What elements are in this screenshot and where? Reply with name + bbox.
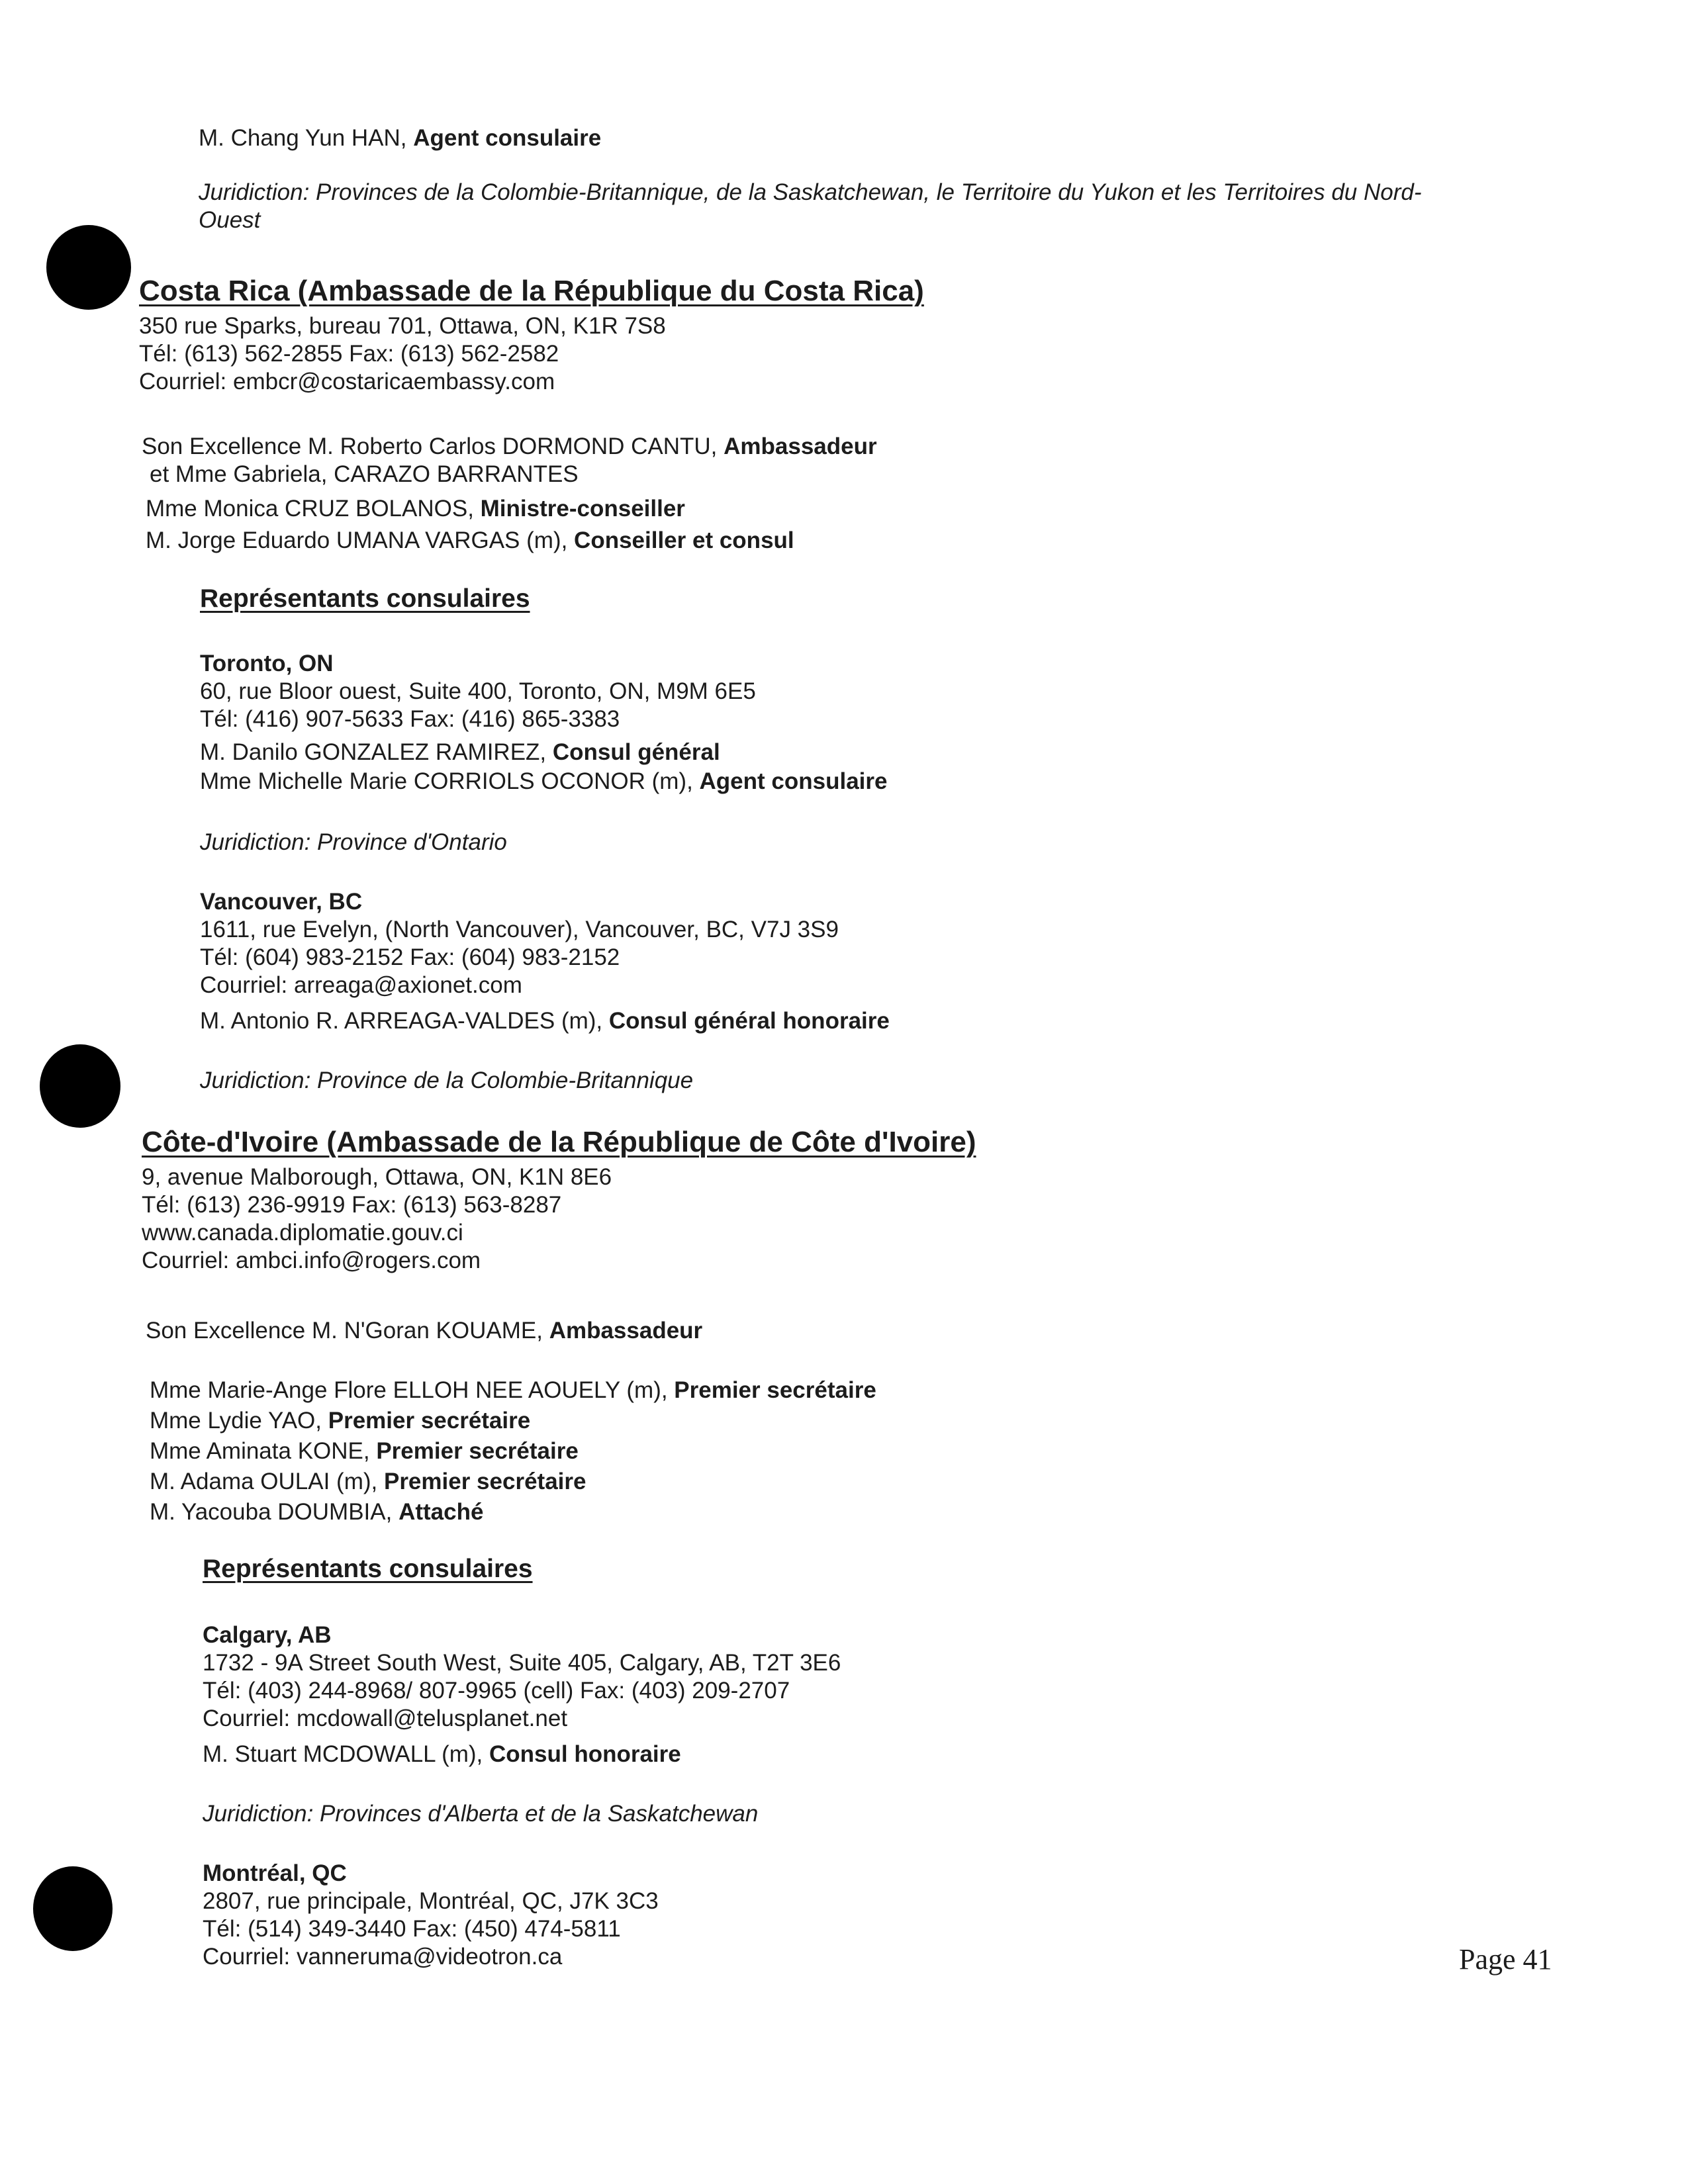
calgary-phone: Tél: (403) 244-8968/ 807-9965 (cell) Fax: (403) 209-2707 — [203, 1678, 790, 1704]
consular-heading: Représentants consulaires — [200, 584, 530, 613]
person-name: M. Antonio R. ARREAGA-VALDES (m), — [200, 1008, 609, 1034]
person-title: Agent consulaire — [413, 125, 602, 151]
costa-rica-phone: Tél: (613) 562-2855 Fax: (613) 562-2582 — [139, 341, 559, 367]
person-name: M. Yacouba DOUMBIA, — [150, 1499, 399, 1525]
person-title: Attaché — [399, 1499, 484, 1525]
staff-entry — [150, 1468, 586, 1496]
person-title: Premier secrétaire — [383, 1469, 586, 1494]
staff-entry — [150, 1437, 579, 1465]
person-title: Premier secrétaire — [376, 1438, 579, 1464]
costa-rica-address: 350 rue Sparks, bureau 701, Ottawa, ON, K1R 7S8 — [139, 313, 666, 339]
person-name: M. Adama OULAI (m), — [150, 1469, 384, 1494]
consular-heading: Représentants consulaires — [203, 1555, 533, 1583]
staff-entry — [150, 1407, 530, 1435]
person-name: et Mme Gabriela, CARAZO BARRANTES — [150, 461, 579, 487]
toronto-phone: Tél: (416) 907-5633 Fax: (416) 865-3383 — [200, 706, 620, 732]
han-entry — [199, 124, 601, 152]
person-title: Ambassadeur — [549, 1318, 703, 1343]
city-heading-vancouver: Vancouver, BC — [200, 889, 363, 915]
calgary-email: Courriel: mcdowall@telusplanet.net — [203, 1706, 568, 1731]
vancouver-address: 1611, rue Evelyn, (North Vancouver), Vancouver, BC, V7J 3S9 — [200, 917, 839, 942]
person-name: Mme Monica CRUZ BOLANOS, — [146, 496, 481, 522]
person-name: M. Chang Yun HAN, — [199, 125, 414, 151]
person-name: Son Excellence M. Roberto Carlos DORMOND CANTU, — [142, 433, 724, 459]
montreal-address: 2807, rue principale, Montréal, QC, J7K 3C3 — [203, 1888, 659, 1914]
staff-entry — [203, 1741, 681, 1768]
vancouver-email: Courriel: arreaga@axionet.com — [200, 972, 522, 998]
toronto-jurisdiction: Juridiction: Province d'Ontario — [200, 829, 507, 855]
staff-entry — [142, 433, 877, 461]
person-name: Mme Marie-Ange Flore ELLOH NEE AOUELY (m), — [150, 1377, 675, 1403]
cote-divoire-phone: Tél: (613) 236-9919 Fax: (613) 563-8287 — [142, 1192, 562, 1218]
person-title: Ministre-conseiller — [480, 496, 685, 522]
staff-entry — [146, 527, 794, 555]
person-title: Premier secrétaire — [674, 1377, 876, 1403]
cote-divoire-website: www.canada.diplomatie.gouv.ci — [142, 1220, 463, 1246]
city-heading-calgary: Calgary, AB — [203, 1622, 332, 1648]
calgary-address: 1732 - 9A Street South West, Suite 405, Calgary, AB, T2T 3E6 — [203, 1650, 841, 1676]
city-heading-toronto: Toronto, ON — [200, 651, 334, 676]
person-name: Son Excellence M. N'Goran KOUAME, — [146, 1318, 549, 1343]
person-title: Premier secrétaire — [328, 1408, 531, 1433]
punch-hole-marker — [46, 225, 131, 310]
person-name: Mme Aminata KONE, — [150, 1438, 377, 1464]
person-name: M. Danilo GONZALEZ RAMIREZ, — [200, 739, 553, 765]
cote-divoire-email: Courriel: ambci.info@rogers.com — [142, 1248, 481, 1273]
person-name: Mme Michelle Marie CORRIOLS OCONOR (m), — [200, 768, 700, 794]
han-jurisdiction-line2: Ouest — [199, 207, 261, 233]
staff-entry — [146, 495, 685, 523]
staff-entry — [200, 768, 887, 796]
staff-entry — [200, 739, 720, 766]
montreal-email: Courriel: vanneruma@videotron.ca — [203, 1944, 563, 1970]
page-number: Page 41 — [1459, 1943, 1552, 1976]
cote-divoire-address: 9, avenue Malborough, Ottawa, ON, K1N 8E6 — [142, 1164, 612, 1190]
han-jurisdiction-line1: Juridiction: Provinces de la Colombie-Britannique, de la Saskatchewan, le Territoire du Yukon et les Territoires du Nord- — [199, 179, 1422, 205]
person-title: Agent consulaire — [699, 768, 888, 794]
staff-entry — [150, 1498, 483, 1526]
toronto-address: 60, rue Bloor ouest, Suite 400, Toronto, ON, M9M 6E5 — [200, 678, 756, 704]
person-name: M. Stuart MCDOWALL (m), — [203, 1741, 489, 1767]
section-heading-costa-rica: Costa Rica (Ambassade de la République du Costa Rica) — [139, 275, 924, 307]
staff-entry — [150, 1377, 876, 1404]
punch-hole-marker — [40, 1044, 120, 1128]
montreal-phone: Tél: (514) 349-3440 Fax: (450) 474-5811 — [203, 1916, 621, 1942]
person-name: M. Jorge Eduardo UMANA VARGAS (m), — [146, 527, 575, 553]
costa-rica-email: Courriel: embcr@costaricaembassy.com — [139, 369, 555, 394]
person-name: Mme Lydie YAO, — [150, 1408, 328, 1433]
vancouver-jurisdiction: Juridiction: Province de la Colombie-Britannique — [200, 1068, 694, 1093]
calgary-jurisdiction: Juridiction: Provinces d'Alberta et de la Saskatchewan — [203, 1801, 759, 1827]
city-heading-montreal: Montréal, QC — [203, 1860, 347, 1886]
vancouver-phone: Tél: (604) 983-2152 Fax: (604) 983-2152 — [200, 944, 620, 970]
person-title: Consul honoraire — [489, 1741, 681, 1767]
person-title: Consul général honoraire — [608, 1008, 890, 1034]
person-title: Conseiller et consul — [574, 527, 794, 553]
ambassador-entry — [146, 1317, 702, 1345]
person-title: Consul général — [552, 739, 720, 765]
person-title: Ambassadeur — [724, 433, 877, 459]
staff-entry — [200, 1007, 890, 1035]
staff-entry — [150, 461, 579, 488]
section-heading-cote-divoire: Côte-d'Ivoire (Ambassade de la République de Côte d'Ivoire) — [142, 1126, 976, 1158]
punch-hole-marker — [33, 1866, 113, 1951]
